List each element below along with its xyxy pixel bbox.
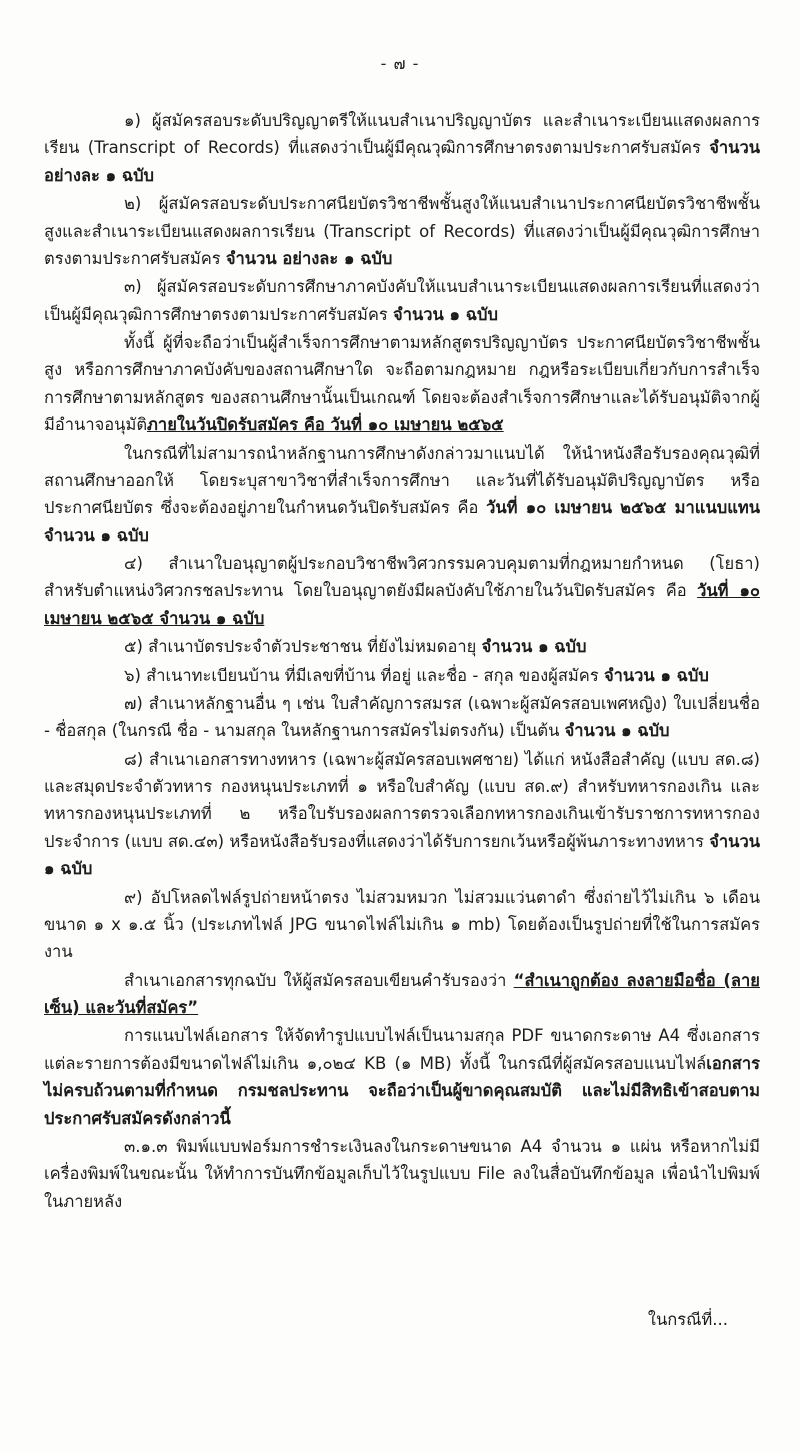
paragraph-item-4 [44,550,760,632]
paragraph-certify-copy [44,967,760,1022]
paragraph-file-format [44,1022,760,1132]
emphasis-text: วันที่ ๑๐ เมษายน ๒๕๖๕ จำนวน ๑ ฉบับ [44,581,760,628]
paragraph-text: ๑) ผู้สมัครสอบระดับปริญญาตรีให้แนบสำเนาปริญญาบัตร และสำเนาระเบียนแสดงผลการเรียน (Transcript of Records) ที่แสดงว่าเป็นผู้มีคุณวุฒิการศึกษาตรงตามประกาศรับสมัคร จำนวน อย่างละ ๑ ฉบับ [44,111,760,185]
paragraph-certificate-substitute [44,440,760,550]
paragraph-item-6 [44,662,760,689]
page-number: - ๗ - [380,54,420,73]
emphasis-text: “สำเนาถูกต้อง ลงลายมือชื่อ (ลายเซ็น) และวันที่สมัคร” [44,970,760,1017]
paragraph-text: ๙) อัปโหลดไฟล์รูปถ่ายหน้าตรง ไม่สวมหมวก ไม่สวมแว่นตาดำ ซึ่งถ่ายไว้ไม่เกิน ๖ เดือน ขนาด ๑ x ๑.๕ นิ้ว (ประเภทไฟล์ JPG ขนาดไฟล์ไม่เกิน ๑ mb) โดยต้องเป็นรูปถ่ายที่ใช้ในการสมัครงาน [44,887,760,962]
emphasis-text: จำนวน ๑ ฉบับ [564,721,670,741]
paragraph-item-8 [44,746,760,883]
emphasis-text: จำนวน อย่างละ ๑ ฉบับ [225,248,393,268]
paragraph-text: ๗) สำเนาหลักฐานอื่น ๆ เช่น ใบสำคัญการสมรส (เฉพาะผู้สมัครสอบเพศหญิง) ใบเปลี่ยนชื่อ - ชื่อสกุล (ในกรณี ชื่อ - นามสกุล ในหลักฐานการสมัครไม่ตรงกัน) เป็นต้น จำนวน ๑ ฉบับ [44,693,760,741]
paragraph-item-9 [44,884,760,966]
emphasis-text: จำนวน ๑ ฉบับ [481,637,587,657]
paragraph-item-5 [44,633,760,660]
emphasis-text: วันที่ ๑๐ เมษายน ๒๕๖๕ มาแนบแทน จำนวน ๑ ฉบับ [44,498,760,545]
paragraph-text: การแนบไฟล์เอกสาร ให้จัดทำรูปแบบไฟล์เป็นนามสกุล PDF ขนาดกระดาษ A4 ซึ่งเอกสารแต่ละรายการต้องมีขนาดไฟล์ไม่เกิน ๑,๐๒๔ KB (๑ MB) ทั้งนี้ ในกรณีที่ผู้สมัครสอบแนบไฟล์เอกสารไม่ครบถ้วนตามที่กำหนด กรมชลประทาน จะถือว่าเป็นผู้ขาดคุณสมบัติ และไม่มีสิทธิเข้าสอบตามประกาศรับสมัครดังกล่าวนี้ [44,1026,760,1128]
paragraph-item-3 [44,273,760,328]
emphasis-text: จำนวน ๑ ฉบับ [393,304,498,324]
paragraph-text: ๔) สำเนาใบอนุญาตผู้ประกอบวิชาชีพวิศวกรรมควบคุมตามที่กฎหมายกำหนด (โยธา) สำหรับตำแหน่งวิศวกรชลประทาน โดยใบอนุญาตยังมีผลบังคับใช้ภายในวันปิดรับสมัคร คือ วันที่ ๑๐ เมษายน ๒๕๖๕ จำนวน ๑ ฉบับ [44,554,760,628]
paragraph-text: ๖) สำเนาทะเบียนบ้าน ที่มีเลขที่บ้าน ที่อยู่ และชื่อ - สกุล ของผู้สมัคร จำนวน ๑ ฉบับ [124,665,709,685]
paragraph-item-7 [44,690,760,745]
paragraph-text: ๘) สำเนาเอกสารทางทหาร (เฉพาะผู้สมัครสอบเพศชาย) ได้แก่ หนังสือสำคัญ (แบบ สด.๘) และสมุดประจำตัวทหาร กองหนุนประเภทที่ ๑ หรือใบสำคัญ (แบบ สด.๙) สำหรับทหารกองเกิน และทหารกองหนุนประเภทที่ ๒ หรือใบรับรองผลการตรวจเลือกทหารกองเกินเข้ารับราชการทหารกองประจำการ (แบบ สด.๔๓) หรือหนังสือรับรองที่แสดงว่าได้รับการยกเว้นหรือผู้พ้นภาระทางทหาร จำนวน ๑ ฉบับ [44,749,760,879]
paragraph-text: สำเนาเอกสารทุกฉบับ ให้ผู้สมัครสอบเขียนคำรับรองว่า “สำเนาถูกต้อง ลงลายมือชื่อ (ลายเซ็น) และวันที่สมัคร” [44,970,760,1017]
emphasis-text: จำนวน ๑ ฉบับ [44,831,760,879]
paragraph-text: ในกรณีที่ไม่สามารถนำหลักฐานการศึกษาดังกล่าวมาแนบได้ ให้นำหนังสือรับรองคุณวุฒิที่สถานศึกษาออกให้ โดยระบุสาขาวิชาที่สำเร็จการศึกษา และวันที่ได้รับอนุมัติปริญญาบัตร หรือประกาศนียบัตร ซึ่งจะต้องอยู่ภายในกำหนดวันปิดรับสมัคร คือ วันที่ ๑๐ เมษายน ๒๕๖๕ มาแนบแทน จำนวน ๑ ฉบับ [44,443,760,545]
paragraph-qualification-date [44,329,760,439]
paragraph-text: ทั้งนี้ ผู้ที่จะถือว่าเป็นผู้สำเร็จการศึกษาตามหลักสูตรปริญญาบัตร ประกาศนียบัตรวิชาชีพชั้นสูง หรือการศึกษาภาคบังคับของสถานศึกษาใด จะถือตามกฎหมาย กฎหรือระเบียบเกี่ยวกับการสำเร็จการศึกษาตามหลักสูตร ของสถานศึกษานั้นเป็นเกณฑ์ โดยจะต้องสำเร็จการศึกษาและได้รับอนุมัติจากผู้มีอำนาจอนุมัติภายในวันปิดรับสมัคร คือ วันที่ ๑๐ เมษายน ๒๕๖๕ [44,333,760,435]
emphasis-text: ภายในวันปิดรับสมัคร คือ วันที่ ๑๐ เมษายน ๒๕๖๕ [147,415,504,435]
paragraph-item-3-1-3 [44,1133,760,1215]
emphasis-text: จำนวน ๑ ฉบับ [603,665,709,685]
document-body [30,107,770,1215]
paragraph-text: ๒) ผู้สมัครสอบระดับประกาศนียบัตรวิชาชีพชั้นสูงให้แนบสำเนาประกาศนียบัตรวิชาชีพชั้นสูงและสำเนาระเบียนแสดงผลการเรียน (Transcript of Records) ที่แสดงว่าเป็นผู้มีคุณวุฒิการศึกษาตรงตามประกาศรับสมัคร จำนวน อย่างละ ๑ ฉบับ [44,194,760,268]
paragraph-item-2 [44,190,760,272]
emphasis-text: จำนวน อย่างละ ๑ ฉบับ [44,138,760,185]
closing-note: ในกรณีที่... [647,1310,728,1329]
paragraph-item-1 [44,107,760,189]
emphasis-text: เอกสารไม่ครบถ้วนตามที่กำหนด กรมชลประทาน จะถือว่าเป็นผู้ขาดคุณสมบัติ และไม่มีสิทธิเข้าสอบตามประกาศรับสมัครดังกล่าวนี้ [44,1053,760,1128]
paragraph-text: ๕) สำเนาบัตรประจำตัวประชาชน ที่ยังไม่หมดอายุ จำนวน ๑ ฉบับ [124,637,587,657]
paragraph-text: ๓) ผู้สมัครสอบระดับการศึกษาภาคบังคับให้แนบสำเนาระเบียนแสดงผลการเรียนที่แสดงว่าเป็นผู้มีคุณวุฒิการศึกษาตรงตามประกาศรับสมัคร จำนวน ๑ ฉบับ [44,277,760,324]
paragraph-text: ๓.๑.๓ พิมพ์แบบฟอร์มการชำระเงินลงในกระดาษขนาด A4 จำนวน ๑ แผ่น หรือหากไม่มีเครื่องพิมพ์ในขณะนั้น ให้ทำการบันทึกข้อมูลเก็บไว้ในรูปแบบ File ลงในสื่อบันทึกข้อมูล เพื่อนำไปพิมพ์ในภายหลัง [44,1136,760,1211]
